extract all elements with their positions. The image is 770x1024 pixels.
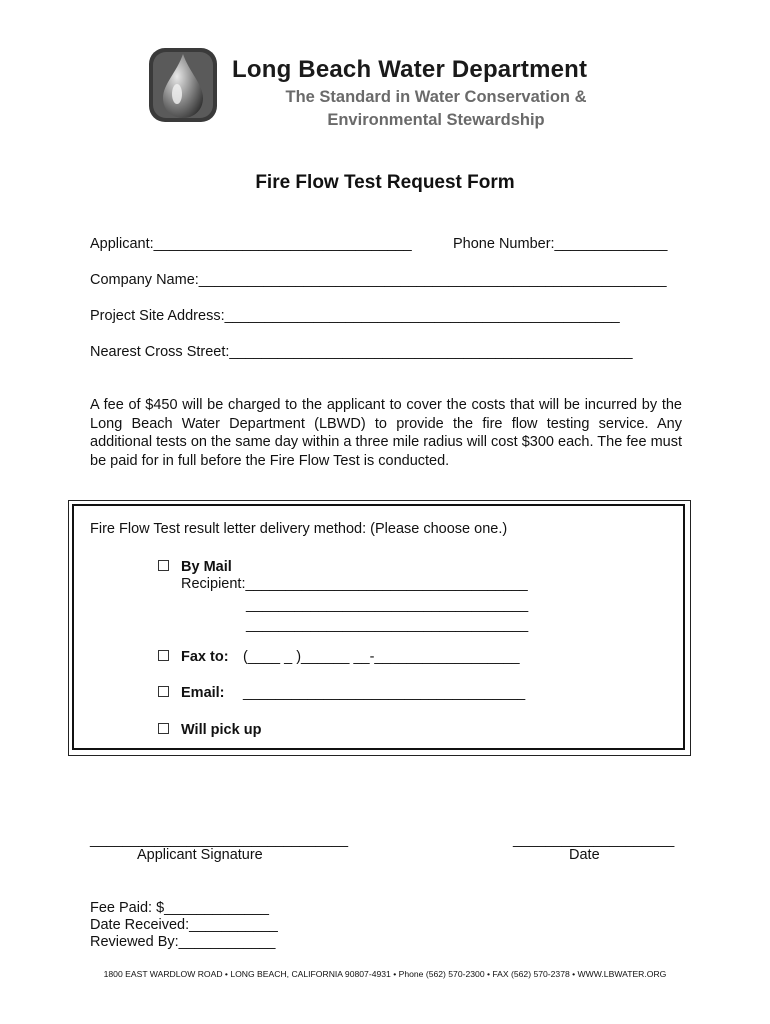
fee-paragraph: A fee of $450 will be charged to the applicant to cover the costs that will be incurred by the Long Beach Water Department (LBWD) to provide the fire flow testing service. Any additional tests on the same day within a three mile radius will cost $300 each. The fee must be paid for in full before the Fire Flow Test is conducted. xyxy=(90,397,682,469)
project-site-address-field[interactable]: Project Site Address:_________________________________________________ xyxy=(90,308,620,324)
by-mail-checkbox[interactable] xyxy=(158,560,169,571)
email-label: Email: xyxy=(181,685,225,701)
date-received-field[interactable]: Date Received:___________ xyxy=(90,917,278,933)
reviewed-by-field[interactable]: Reviewed By:____________ xyxy=(90,934,276,950)
org-name: Long Beach Water Department xyxy=(232,56,588,83)
email-option[interactable] xyxy=(158,685,225,701)
water-drop-logo-icon xyxy=(147,46,219,124)
delivery-prompt: Fire Flow Test result letter delivery method: (Please choose one.) xyxy=(90,521,508,537)
fax-number-field[interactable]: (____ _ )______ __-__________________ xyxy=(243,649,520,665)
by-mail-label: By Mail xyxy=(181,559,232,575)
signature-label: Applicant Signature xyxy=(137,847,263,863)
fee-paid-field[interactable]: Fee Paid: $_____________ xyxy=(90,900,269,916)
fax-option[interactable] xyxy=(158,649,229,665)
recipient-field[interactable]: Recipient:___________________________________ xyxy=(181,576,528,592)
by-mail-option[interactable] xyxy=(158,559,232,575)
date-line[interactable]: ____________________ xyxy=(513,832,675,848)
email-checkbox[interactable] xyxy=(158,686,169,697)
recipient-line-3[interactable]: ___________________________________ xyxy=(246,617,529,633)
pickup-option[interactable] xyxy=(158,722,261,738)
phone-field[interactable]: Phone Number:______________ xyxy=(453,236,668,252)
pickup-label: Will pick up xyxy=(181,722,262,738)
fax-label: Fax to: xyxy=(181,649,229,665)
form-title: Fire Flow Test Request Form xyxy=(255,172,515,193)
nearest-cross-street-field[interactable]: Nearest Cross Street:__________________________________________________ xyxy=(90,344,633,360)
date-label: Date xyxy=(569,847,600,863)
pickup-checkbox[interactable] xyxy=(158,723,169,734)
applicant-field[interactable]: Applicant:________________________________ xyxy=(90,236,412,252)
company-name-field[interactable]: Company Name:__________________________________________________________ xyxy=(90,272,667,288)
fax-checkbox[interactable] xyxy=(158,650,169,661)
org-tagline: The Standard in Water Conservation & Environmental Stewardship xyxy=(285,88,587,129)
signature-line[interactable]: ________________________________ xyxy=(90,832,349,848)
email-field[interactable]: ___________________________________ xyxy=(243,685,526,701)
recipient-line-2[interactable]: ___________________________________ xyxy=(246,597,529,613)
footer-address: 1800 EAST WARDLOW ROAD • LONG BEACH, CALIFORNIA 90807-4931 • Phone (562) 570-2300 • FAX (562) 570-2378 • WWW.LBWATER.ORG xyxy=(103,969,667,979)
